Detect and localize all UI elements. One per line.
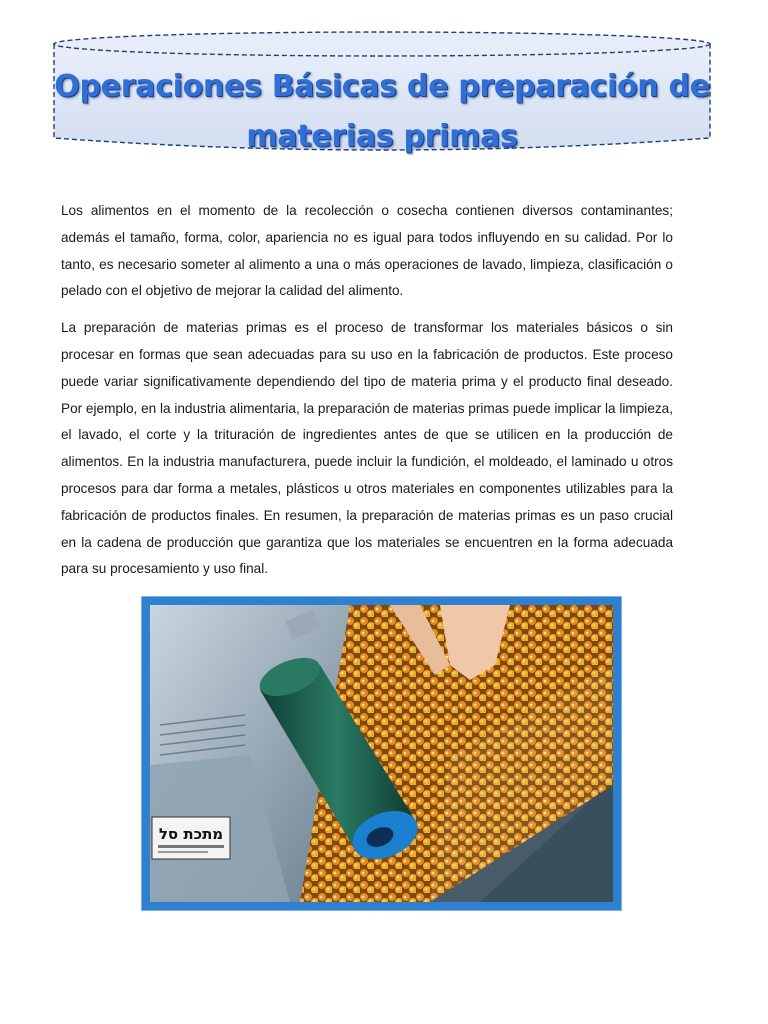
paragraph-definition: La preparación de materias primas es el proceso de transformar los materiales básicos o sin procesar en formas que sean adecuadas para su uso en la fabricación de productos. Este proceso puede variar significativamente dependiendo del tipo de materia prima y el producto final deseado. Por ejemplo, en la industria alimentaria, la preparación de materias primas puede implicar la limpieza, el lavado, el corte y la trituración de ingredientes antes de que se utilicen en la producción de alimentos. En la industria manufacturera, puede incluir la fundición, el moldeado, el laminado u otros procesos para dar forma a metales, plásticos u otros materiales en componentes utilizables para la fabricación de productos finales. En resumen, la preparación de materias primas es un paso crucial en la cadena de producción que garantiza que los materiales se encuentren en la forma adecuada para su procesamiento y uso final. xyxy=(61,320,674,577)
page-title-line-1: Operaciones Básicas de preparación de xyxy=(54,69,710,104)
page-title-line-2: materias primas xyxy=(246,119,518,154)
title-banner xyxy=(52,28,712,154)
machine-sign-text: מתכת סל xyxy=(158,825,224,843)
body-text xyxy=(61,198,673,593)
tomato-washing-illustration xyxy=(150,605,613,902)
conveyor-photo xyxy=(142,597,621,910)
paragraph-intro: Los alimentos en el momento de la recolección o cosecha contienen diversos contaminantes; además el tamaño, forma, color, apariencia no es igual para todos influyendo en su calidad. Por lo tanto, es necesario someter al alimento a una o más operaciones de lavado, limpieza, clasificación o pelado con el objetivo de mejorar la calidad del alimento. xyxy=(61,203,673,299)
page-title xyxy=(52,62,712,162)
